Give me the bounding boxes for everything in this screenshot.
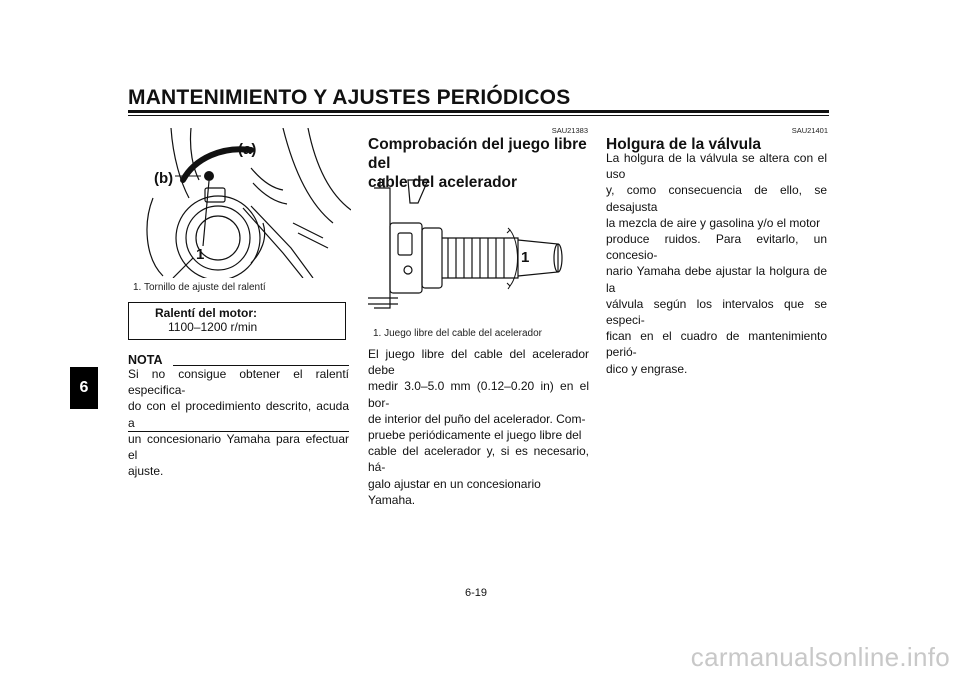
body-line: El juego libre del cable del acelerador debe bbox=[368, 347, 589, 378]
header-rule-thin bbox=[128, 115, 829, 116]
header-rule-thick bbox=[128, 110, 829, 113]
nota-title: NOTA bbox=[128, 353, 163, 367]
nota-line: un concesionario Yamaha para efectuar el bbox=[128, 431, 349, 463]
figure-label-1: 1 bbox=[196, 246, 205, 263]
body-line: galo ajustar en un concesionario Yamaha. bbox=[368, 476, 541, 507]
section-title-line: Comprobación del juego libre del bbox=[368, 136, 587, 172]
section-code: SAU21401 bbox=[791, 126, 828, 135]
page-number: 6-19 bbox=[465, 587, 488, 599]
valve-body bbox=[606, 150, 827, 377]
body-line: medir 3.0–5.0 mm (0.12–0.20 in) en el bor- bbox=[368, 379, 589, 410]
body-line: y, como consecuencia de ello, se desajusta bbox=[606, 183, 827, 214]
body-line: La holgura de la válvula se altera con el uso bbox=[606, 151, 827, 182]
figure-caption-throttle: 1. Juego libre del cable del acelerador bbox=[373, 328, 542, 339]
section-title-valve: Holgura de la válvula bbox=[606, 136, 762, 153]
body-line: pruebe periódicamente el juego libre del bbox=[368, 428, 582, 443]
body-line: produce ruidos. Para evitarlo, un concesio- bbox=[606, 232, 827, 263]
figure-label-a: (a) bbox=[238, 141, 257, 158]
throttle-body bbox=[368, 346, 589, 508]
body-line: válvula según los intervalos que se especi- bbox=[606, 296, 827, 328]
nota-line: ajuste. bbox=[128, 464, 164, 479]
figure-caption-idle: 1. Tornillo de ajuste del ralentí bbox=[133, 282, 266, 293]
page-header-title: MANTENIMIENTO Y AJUSTES PERIÓDICOS bbox=[128, 86, 571, 109]
nota-end-rule bbox=[128, 431, 349, 432]
nota-text bbox=[128, 366, 349, 479]
section-title-line: cable del acelerador bbox=[368, 174, 518, 191]
spec-value: 1100–1200 r/min bbox=[168, 320, 258, 334]
figure-label-1: 1 bbox=[521, 249, 530, 266]
section-code: SAU21383 bbox=[551, 126, 588, 135]
body-line: de interior del puño del acelerador. Com- bbox=[368, 411, 586, 426]
nota-line: Si no consigue obtener el ralentí especifica- bbox=[128, 367, 349, 398]
body-line: cable del acelerador y, si es necesario, há- bbox=[368, 444, 589, 475]
body-line: fican en el cuadro de mantenimiento perió- bbox=[606, 329, 827, 360]
watermark: carmanualsonline.info bbox=[690, 642, 950, 672]
body-line: dico y engrase. bbox=[606, 361, 688, 376]
throttle-grip-illustration bbox=[368, 178, 588, 318]
spec-label: Ralentí del motor: bbox=[155, 306, 258, 320]
figure-label-b: (b) bbox=[154, 170, 174, 187]
body-line: nario Yamaha debe ajustar la holgura de la bbox=[606, 264, 827, 295]
body-line: la mezcla de aire y gasolina y/o el motor bbox=[606, 215, 821, 230]
nota-line: do con el procedimiento descrito, acuda a bbox=[128, 399, 349, 430]
chapter-tab: 6 bbox=[70, 367, 98, 409]
